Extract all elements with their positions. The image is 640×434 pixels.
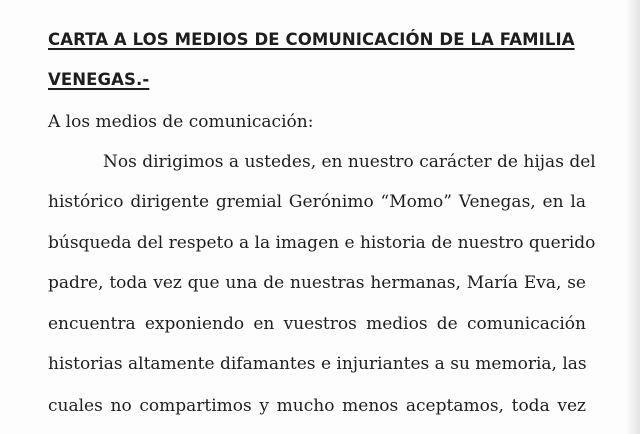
letter-body-line-6: historias altamente difamantes e injuriantes a su memoria, las: [48, 354, 587, 374]
letter-body-line-1: Nos dirigimos a ustedes, en nuestro carácter de hijas del: [103, 152, 596, 172]
letter-body-line-2: histórico dirigente gremial Gerónimo “Momo” Venegas, en la: [48, 192, 586, 212]
page-edge-shadow: [626, 0, 640, 434]
letter-salutation: A los medios de comunicación:: [48, 112, 314, 132]
letter-title-line-1: CARTA A LOS MEDIOS DE COMUNICACIÓN DE LA FAMILIA: [48, 30, 575, 49]
letter-title-line-2: VENEGAS.-: [48, 70, 150, 89]
letter-body-line-5: encuentra exponiendo en vuestros medios de comunicación: [48, 314, 586, 334]
letter-body-line-3: búsqueda del respeto a la imagen e historia de nuestro querido: [48, 233, 596, 253]
letter-body-line-4: padre, toda vez que una de nuestras hermanas, María Eva, se: [48, 273, 586, 293]
letter-body-line-7: cuales no compartimos y mucho menos aceptamos, toda vez: [48, 396, 586, 416]
